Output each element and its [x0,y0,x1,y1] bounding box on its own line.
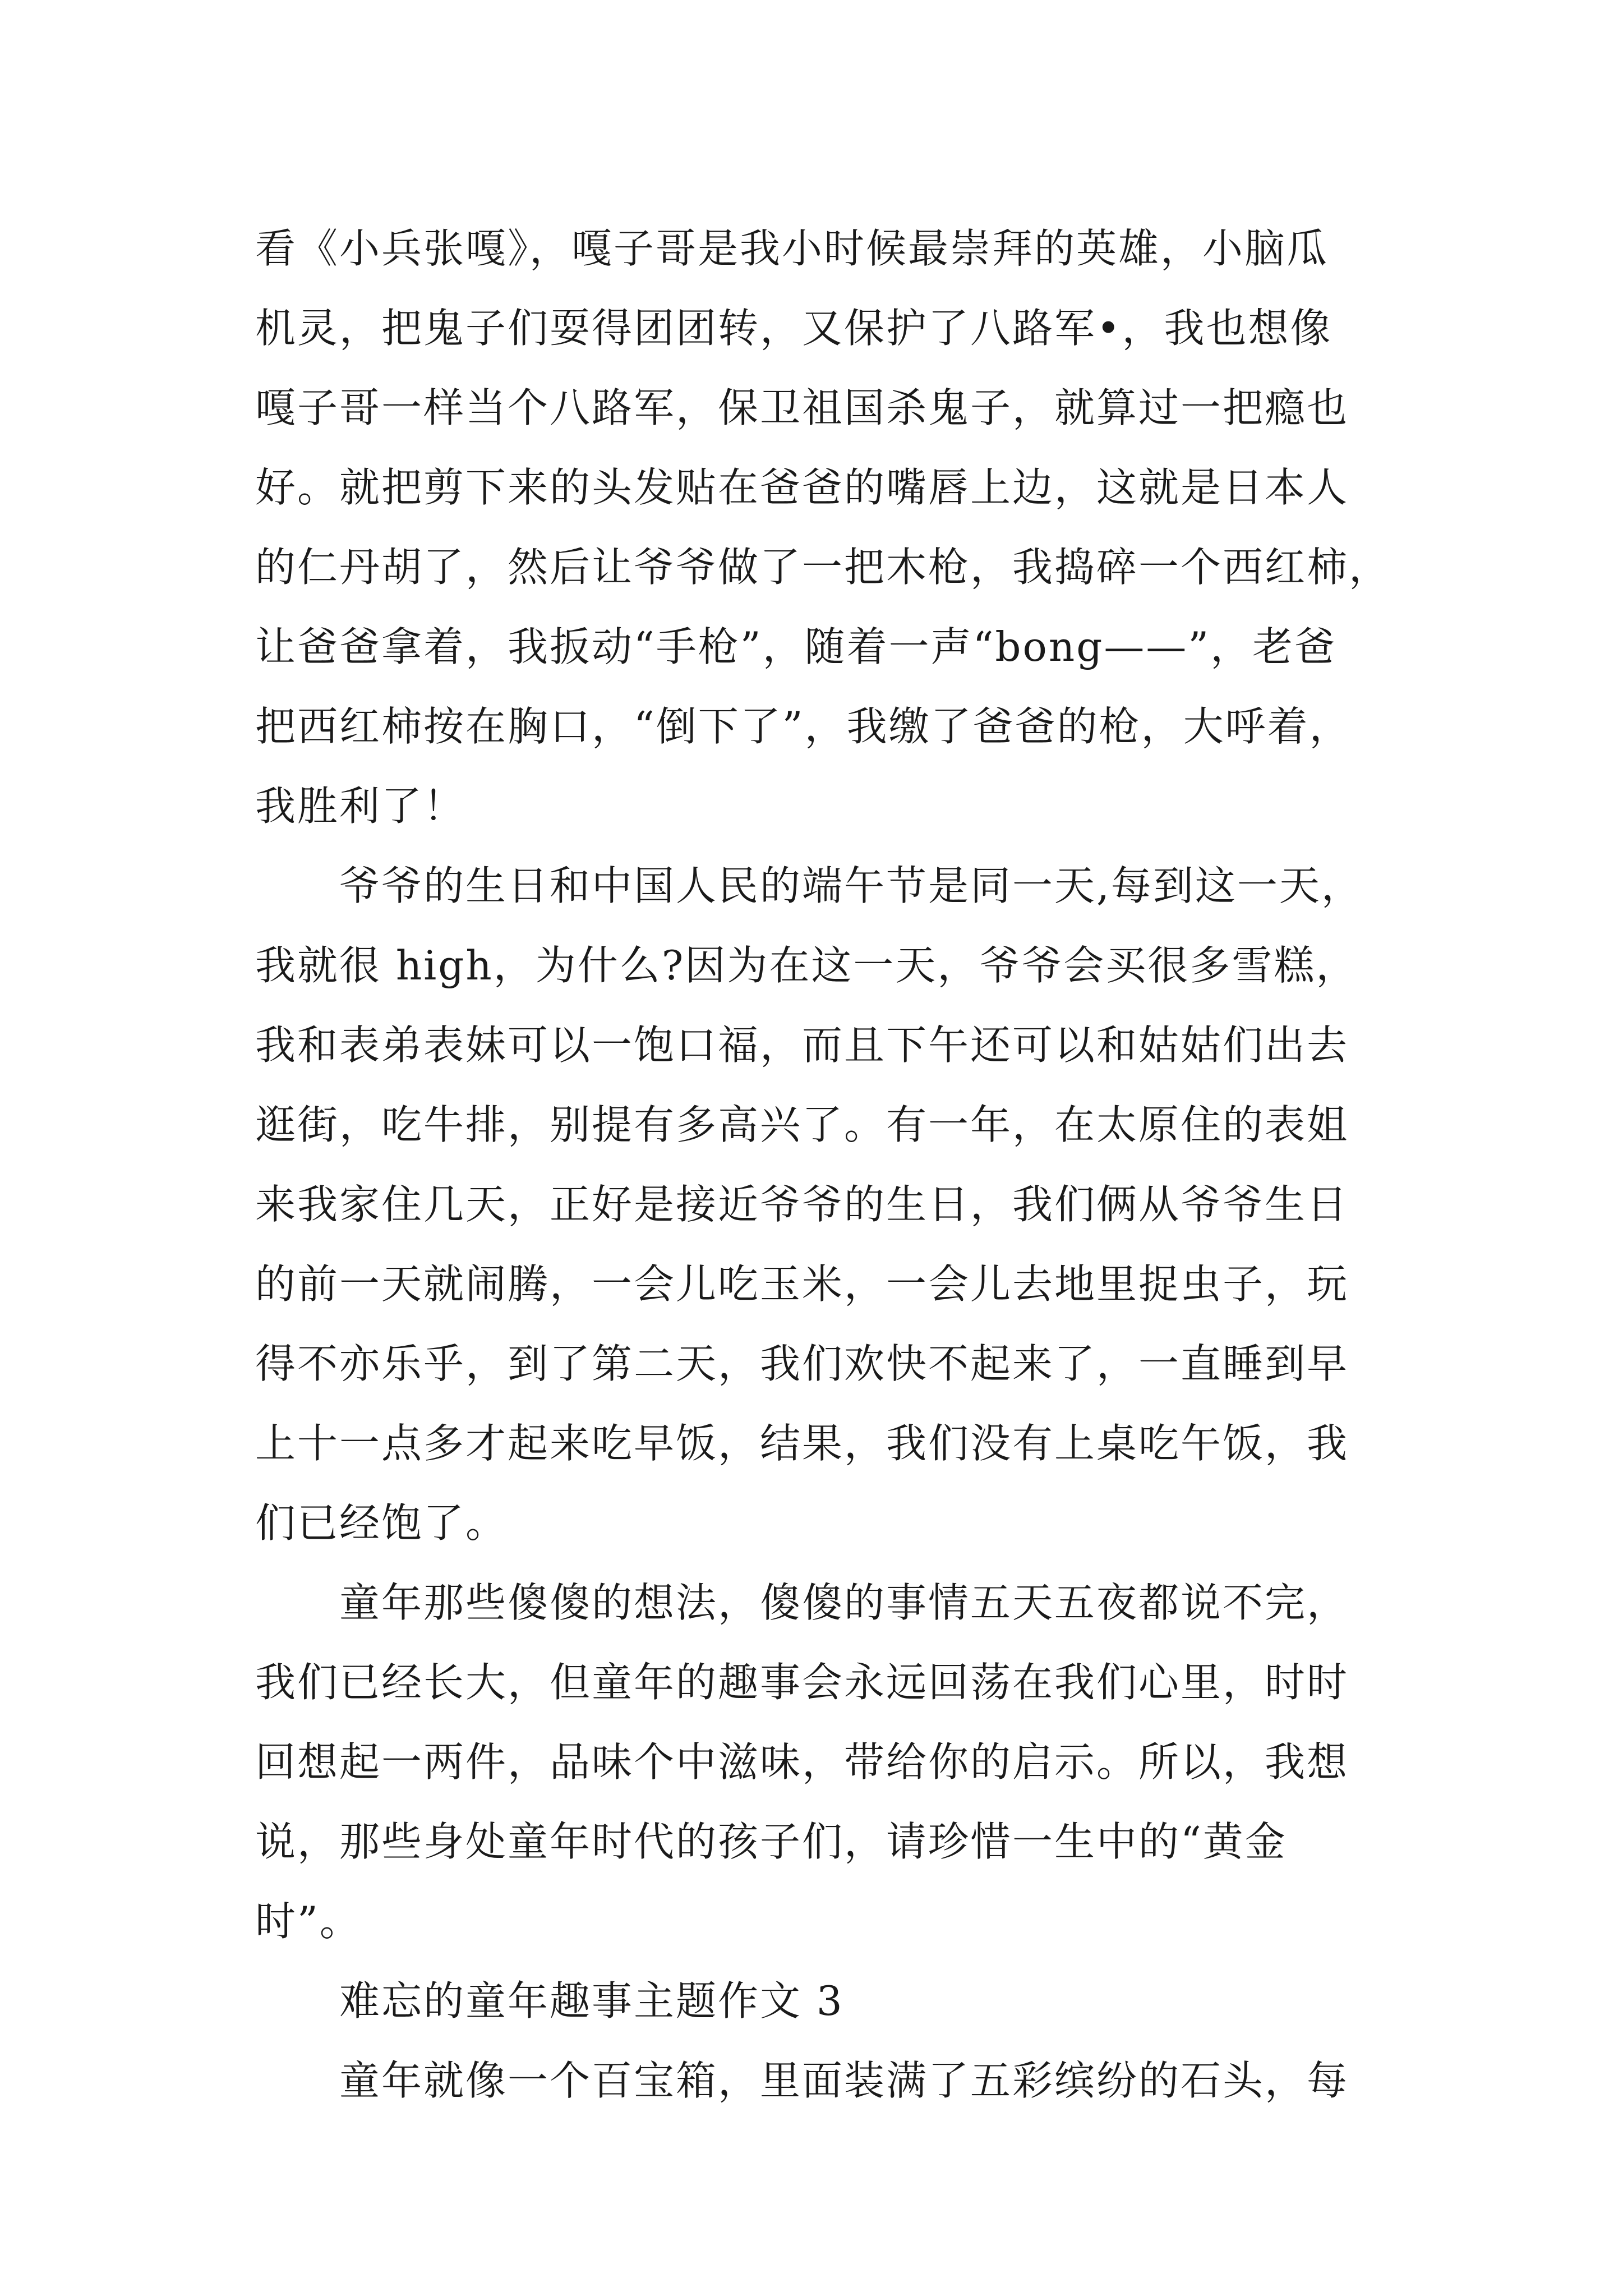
text-line: 时”。 [255,1898,362,1945]
text-line: 让爸爸拿着，我扳动“手枪”，随着一声“bong——”，老爸 [255,623,1337,670]
text-line: 来我家住几天，正好是接近爷爷的生日，我们俩从爷爷生日 [255,1181,1349,1228]
text-line: 逛街，吃牛排，别提有多高兴了。有一年，在太原住的表姐 [255,1101,1349,1148]
paragraph [255,1563,1399,1961]
section-heading [255,1961,1399,2041]
text-line: 们已经饱了。 [255,1499,508,1547]
text-line: 我胜利了！ [255,783,466,830]
text-line: 看《小兵张嘎》，嘎子哥是我小时候最崇拜的英雄，小脑瓜 [255,225,1329,272]
text-line: 好。就把剪下来的头发贴在爸爸的嘴唇上边，这就是日本人 [255,464,1349,511]
text-line: 上十一点多才起来吃早饭，结果，我们没有上桌吃午饭，我 [255,1420,1349,1467]
heading-text: 难忘的童年趣事主题作文 3 [339,1977,844,2024]
text-line: 回想起一两件，品味个中滋味，带给你的启示。所以，我想 [255,1738,1349,1786]
text-line: 的仁丹胡了，然后让爷爷做了一把木枪，我捣碎一个西红柿， [255,544,1391,591]
text-line: 说，那些身处童年时代的孩子们，请珍惜一生中的“黄金 [255,1818,1287,1865]
text-line: 机灵，把鬼子们耍得团团转，又保护了八路军•，我也想像 [255,305,1332,352]
text-line: 的前一天就闹腾，一会儿吃玉米，一会儿去地里捉虫子，玩 [255,1260,1349,1308]
text-line: 我和表弟表妹可以一饱口福，而且下午还可以和姑姑们出去 [255,1022,1349,1069]
text-line: 把西红柿按在胸口，“倒下了”，我缴了爸爸的枪，大呼着， [255,703,1352,750]
text-line: 嘎子哥一样当个八路军，保卫祖国杀鬼子，就算过一把瘾也 [255,384,1349,431]
document-body [255,209,1399,2120]
paragraph [255,209,1399,846]
text-line: 得不亦乐乎，到了第二天，我们欢快不起来了，一直睡到早 [255,1340,1349,1387]
text-line: 童年就像一个百宝箱，里面装满了五彩缤纷的石头，每 [339,2057,1349,2104]
text-line: 童年那些傻傻的想法，傻傻的事情五天五夜都说不完， [339,1579,1349,1626]
paragraph [255,2041,1399,2120]
text-line: 爷爷的生日和中国人民的端午节是同一天,每到这一天， [339,862,1363,909]
paragraph [255,846,1399,1563]
text-line: 我们已经长大，但童年的趣事会永远回荡在我们心里，时时 [255,1659,1349,1706]
text-line: 我就很 high，为什么?因为在这一天，爷爷会买很多雪糕， [255,942,1358,989]
